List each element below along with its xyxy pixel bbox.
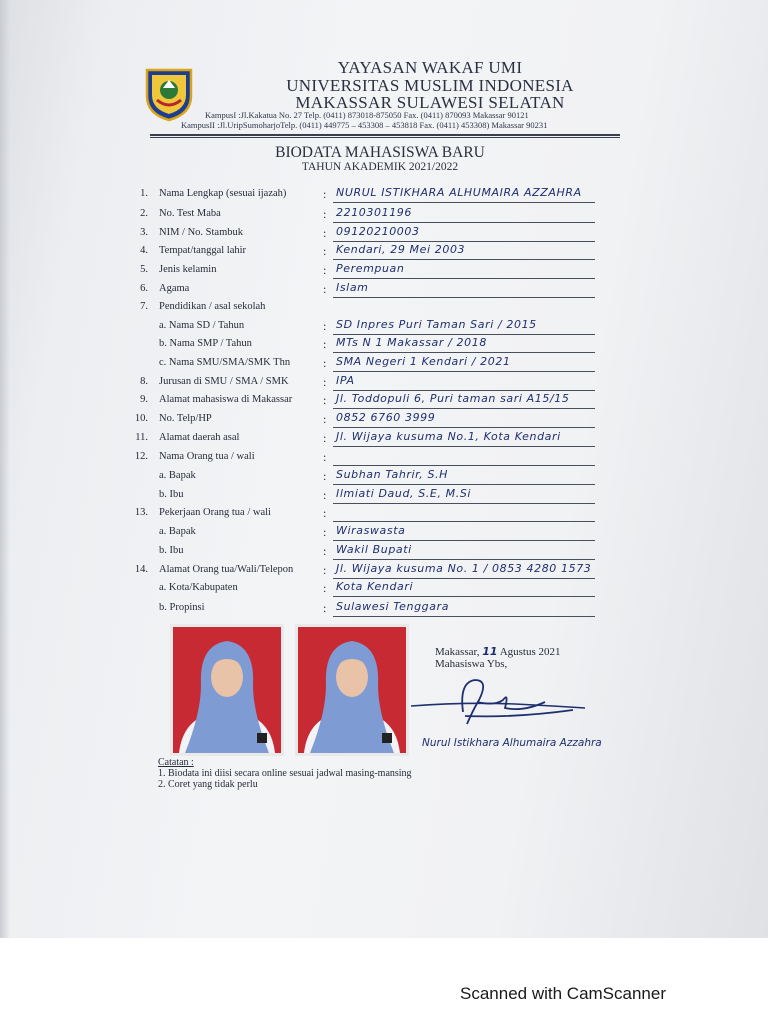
field-number: 11. (135, 432, 148, 443)
field-value: IPA (336, 374, 355, 387)
field-label: a. Bapak (159, 470, 196, 481)
notes-heading: Catatan : (158, 757, 194, 768)
field-colon: : (323, 412, 327, 426)
field-label: Jenis kelamin (159, 264, 217, 275)
field-underline (333, 503, 595, 504)
field-label: b. Ibu (159, 545, 184, 556)
field-label: a. Bapak (159, 526, 196, 537)
university-location: MAKASSAR SULAWESI SELATAN (295, 93, 565, 112)
form-row (0, 225, 768, 244)
form-row (0, 430, 768, 449)
field-colon: : (323, 207, 327, 221)
form-row (0, 262, 768, 281)
form-row (0, 411, 768, 430)
field-value: 2210301196 (336, 206, 412, 219)
field-underline (333, 202, 595, 203)
field-value: SD Inpres Puri Taman Sari / 2015 (336, 318, 537, 331)
field-label: Pekerjaan Orang tua / wali (159, 507, 271, 518)
field-colon: : (323, 601, 327, 615)
field-label: Jurusan di SMU / SMA / SMK (159, 376, 289, 387)
signature-month-year: Agustus 2021 (499, 646, 561, 658)
field-colon: : (323, 450, 327, 464)
form-row (0, 355, 768, 374)
field-underline (333, 446, 595, 447)
field-colon: : (323, 393, 327, 407)
field-number: 5. (140, 264, 148, 275)
field-number: 9. (140, 394, 148, 405)
field-colon: : (323, 282, 327, 296)
form-row (0, 186, 768, 205)
field-colon: : (323, 263, 327, 277)
field-colon: : (323, 187, 327, 201)
field-number: 7. (140, 301, 148, 312)
field-colon: : (323, 337, 327, 351)
field-value: 0852 6760 3999 (336, 411, 436, 424)
field-value: MTs N 1 Makassar / 2018 (336, 336, 487, 349)
field-number: 6. (140, 283, 148, 294)
form-row (0, 281, 768, 300)
form-row (0, 580, 768, 599)
form-row (0, 543, 768, 562)
form-row (0, 318, 768, 337)
student-photo (298, 627, 406, 753)
field-value: Kendari, 29 Mei 2003 (336, 243, 466, 256)
student-photo (173, 627, 281, 753)
field-label: Tempat/tanggal lahir (159, 245, 247, 256)
field-underline (333, 297, 595, 298)
signature-place-date (435, 645, 561, 658)
field-value: Ilmiati Daud, S.E, M.Si (336, 487, 472, 500)
field-underline (333, 559, 595, 560)
field-number: 2. (140, 208, 148, 219)
scanner-watermark: Scanned with CamScanner (460, 984, 667, 1003)
field-label: a. Nama SD / Tahun (159, 320, 245, 331)
field-underline (333, 540, 595, 541)
field-number: 4. (140, 245, 148, 256)
field-value: Subhan Tahrir, S.H (336, 468, 449, 481)
field-label: Agama (159, 283, 190, 294)
field-colon: : (323, 563, 327, 577)
field-label: No. Test Maba (159, 208, 221, 219)
foundation-name: YAYASAN WAKAF UMI (337, 58, 523, 77)
form-row (0, 487, 768, 506)
signature-place: Makassar, (435, 646, 480, 658)
field-underline (333, 427, 595, 428)
form-row (0, 374, 768, 393)
campus-1-address: KampusI :Jl.Kakatua No. 27 Telp. (0411) 873018-875050 Fax. (0411) 870093 Makassar 90121 (205, 110, 529, 120)
handwritten-signature (405, 672, 605, 732)
field-colon: : (323, 319, 327, 333)
field-underline (333, 334, 595, 335)
form-row (0, 600, 768, 619)
field-number: 3. (140, 227, 148, 238)
field-underline (333, 484, 595, 485)
signature-role: Mahasiswa Ybs, (435, 658, 508, 670)
field-colon: : (323, 544, 327, 558)
field-label: b. Propinsi (159, 602, 205, 613)
form-row (0, 468, 768, 487)
field-label: Alamat mahasiswa di Makassar (159, 394, 293, 405)
note-item: 1. Biodata ini diisi secara online sesuai jadwal masing-mansing (158, 768, 412, 779)
field-value: Wakil Bupati (336, 543, 412, 556)
field-colon: : (323, 469, 327, 483)
field-label: b. Ibu (159, 489, 184, 500)
form-row (0, 336, 768, 355)
form-row (0, 505, 768, 524)
field-value: Wiraswasta (336, 524, 406, 537)
field-underline (333, 390, 595, 391)
form-title: BIODATA MAHASISWA BARU (275, 144, 485, 161)
field-number: 14. (134, 564, 148, 575)
field-colon: : (323, 506, 327, 520)
field-underline (333, 241, 595, 242)
academic-year: TAHUN AKADEMIK 2021/2022 (301, 161, 459, 173)
field-value: SMA Negeri 1 Kendari / 2021 (336, 355, 511, 368)
form-row (0, 562, 768, 581)
field-colon: : (323, 244, 327, 258)
signature-day: 11 (482, 645, 498, 658)
university-name: UNIVERSITAS MUSLIM INDONESIA (286, 76, 574, 95)
form-row (0, 299, 768, 318)
field-value: Sulawesi Tenggara (336, 600, 450, 613)
field-value: Jl. Wijaya kusuma No.1, Kota Kendari (336, 430, 561, 443)
field-colon: : (323, 488, 327, 502)
field-underline (333, 278, 595, 279)
field-colon: : (323, 525, 327, 539)
field-label: NIM / No. Stambuk (159, 227, 243, 238)
field-number: 12. (134, 451, 148, 462)
field-label: Alamat Orang tua/Wali/Telepon (159, 564, 294, 575)
field-value: 09120210003 (336, 225, 420, 238)
field-colon: : (323, 356, 327, 370)
form-row (0, 243, 768, 262)
field-underline (333, 259, 595, 260)
field-value: Jl. Toddopuli 6, Puri taman sari A15/15 (336, 392, 570, 405)
field-number: 1. (140, 188, 148, 199)
field-colon: : (323, 581, 327, 595)
field-value: Islam (336, 281, 369, 294)
field-underline (333, 371, 595, 372)
field-number: 13. (134, 507, 148, 518)
field-label: Nama Lengkap (sesuai ijazah) (159, 188, 287, 199)
field-underline (333, 222, 595, 223)
field-value: NURUL ISTIKHARA ALHUMAIRA AZZAHRA (336, 186, 582, 199)
form-row (0, 449, 768, 468)
field-underline (333, 521, 595, 522)
field-label: No. Telp/HP (159, 413, 212, 424)
note-item: 2. Coret yang tidak perlu (158, 779, 258, 790)
field-number: 8. (140, 376, 148, 387)
field-label: c. Nama SMU/SMA/SMK Thn (159, 357, 291, 368)
field-colon: : (323, 375, 327, 389)
field-label: b. Nama SMP / Tahun (159, 338, 252, 349)
campus-2-address: KampusII :Jl.UripSumoharjoTelp. (0411) 449775 – 453308 – 453818 Fax. (0411) 453308) Makassar 90231 (181, 120, 548, 130)
form-row (0, 206, 768, 225)
signature-name: Nurul Istikhara Alhumaira Azzahra (422, 737, 602, 749)
field-label: a. Kota/Kabupaten (159, 582, 238, 593)
field-colon: : (323, 431, 327, 445)
field-value: Perempuan (336, 262, 405, 275)
field-value: Jl. Wijaya kusuma No. 1 / 0853 4280 1573 (336, 562, 592, 575)
field-value: Kota Kendari (336, 580, 414, 593)
field-label: Pendidikan / asal sekolah (159, 301, 266, 312)
field-number: 10. (134, 413, 148, 424)
field-underline (333, 465, 595, 466)
field-underline (333, 408, 595, 409)
field-underline (333, 596, 595, 597)
form-row (0, 524, 768, 543)
field-underline (333, 352, 595, 353)
form-row (0, 392, 768, 411)
field-label: Alamat daerah asal (159, 432, 240, 443)
field-colon: : (323, 226, 327, 240)
notes (158, 757, 412, 790)
field-label: Nama Orang tua / wali (159, 451, 255, 462)
field-underline (333, 578, 595, 579)
field-underline (333, 616, 595, 617)
